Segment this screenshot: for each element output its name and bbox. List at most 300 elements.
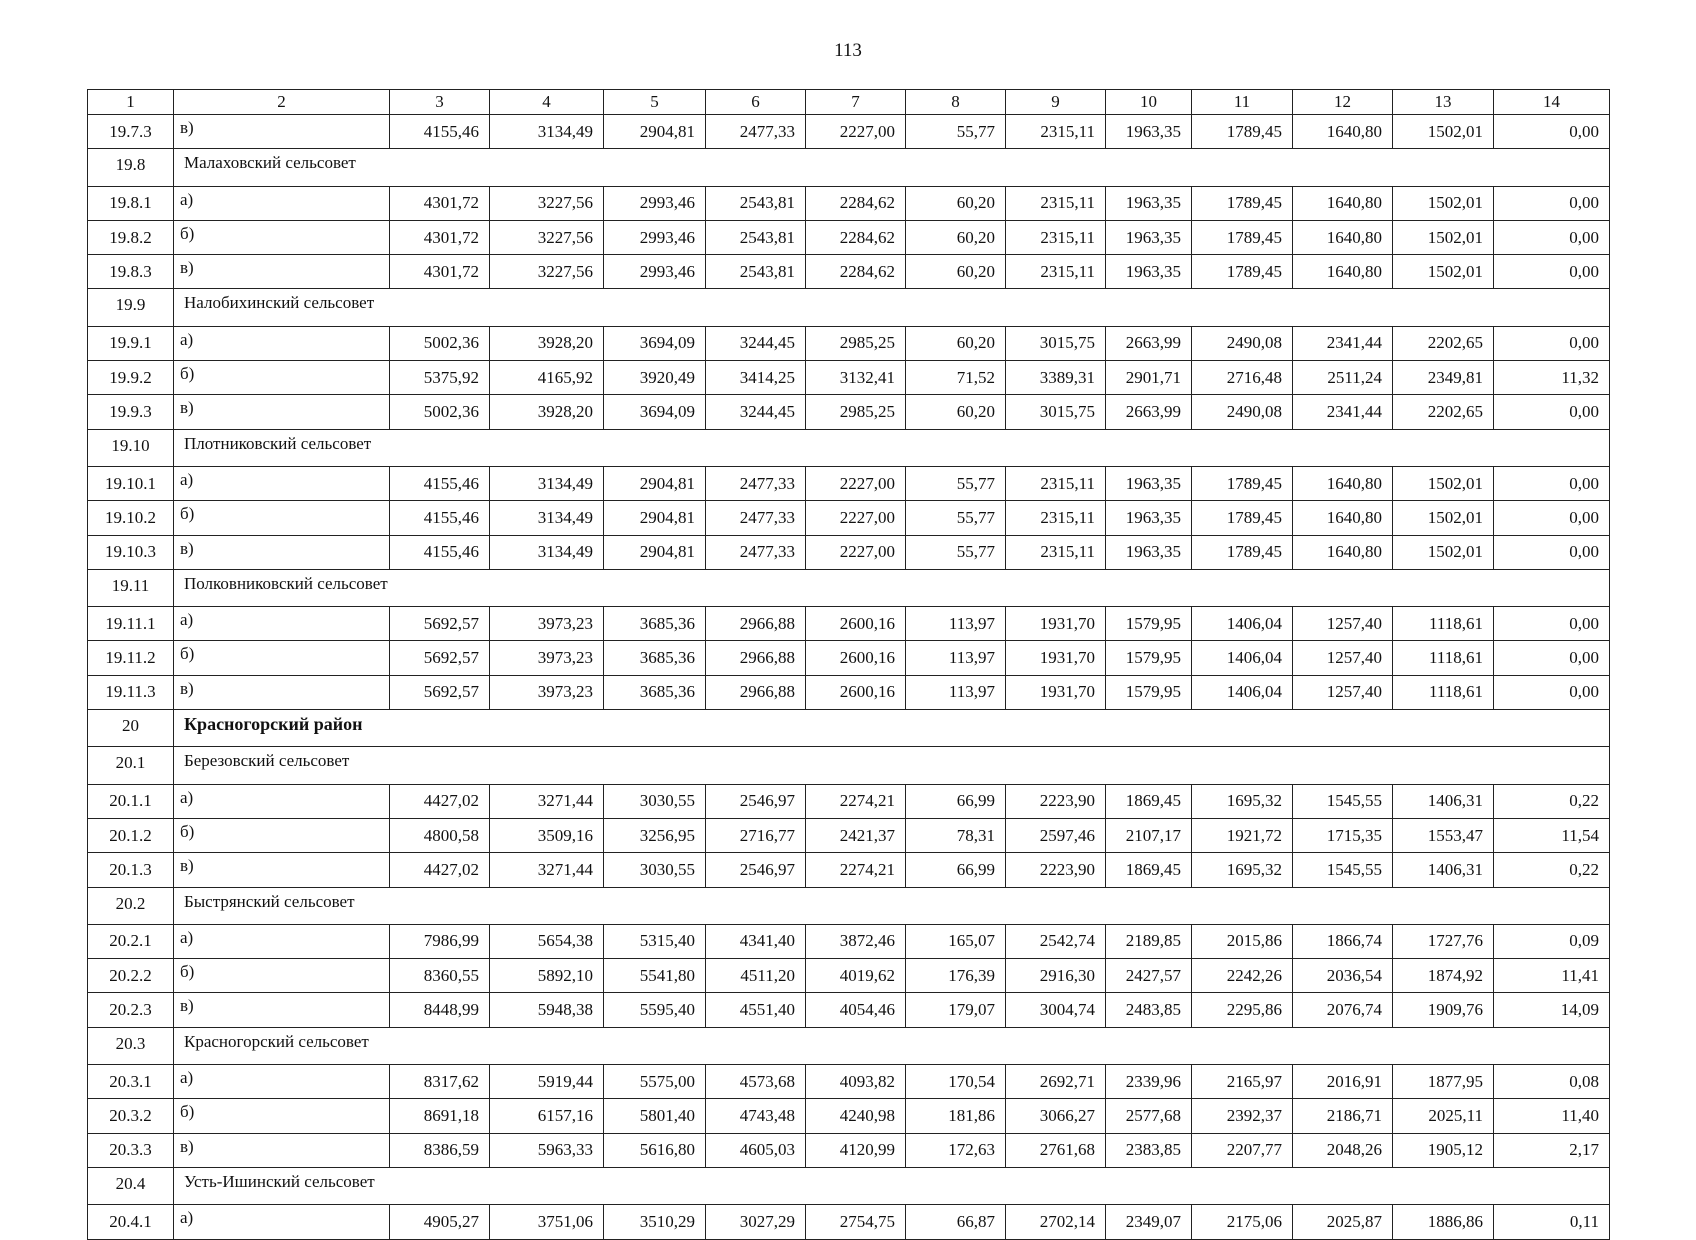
value-cell: 3685,36: [604, 641, 706, 675]
value-cell: 2392,37: [1192, 1099, 1293, 1133]
row-code: 19.8.1: [88, 186, 174, 220]
value-cell: 1695,32: [1192, 853, 1293, 887]
value-cell: 2421,37: [806, 818, 906, 852]
value-cell: 60,20: [906, 220, 1006, 254]
table-row: [88, 186, 1610, 220]
value-cell: 0,09: [1494, 924, 1610, 958]
value-cell: 1640,80: [1293, 186, 1393, 220]
value-cell: 3920,49: [604, 361, 706, 395]
value-cell: 4093,82: [806, 1065, 906, 1099]
value-cell: 1695,32: [1192, 784, 1293, 818]
value-cell: 2543,81: [706, 255, 806, 289]
value-cell: 60,20: [906, 255, 1006, 289]
value-cell: 0,00: [1494, 535, 1610, 569]
column-header: 8: [906, 90, 1006, 115]
table-row: [88, 853, 1610, 887]
value-cell: 11,40: [1494, 1099, 1610, 1133]
row-code: 20.2.1: [88, 924, 174, 958]
value-cell: 1963,35: [1106, 466, 1192, 500]
value-cell: 5654,38: [490, 924, 604, 958]
section-title: Малаховский сельсовет: [174, 149, 1610, 186]
table-row: [88, 641, 1610, 675]
value-cell: 11,41: [1494, 959, 1610, 993]
section-title: Березовский сельсовет: [174, 747, 1610, 784]
value-cell: 3134,49: [490, 466, 604, 500]
value-cell: 5692,57: [390, 641, 490, 675]
value-cell: 2016,91: [1293, 1065, 1393, 1099]
value-cell: 5692,57: [390, 607, 490, 641]
row-label: в): [174, 853, 390, 887]
table-row: [88, 784, 1610, 818]
value-cell: 2,17: [1494, 1133, 1610, 1167]
value-cell: 3244,45: [706, 395, 806, 429]
value-cell: 2025,11: [1393, 1099, 1494, 1133]
value-cell: 0,00: [1494, 326, 1610, 360]
value-cell: 1963,35: [1106, 220, 1192, 254]
value-cell: 1406,04: [1192, 675, 1293, 709]
value-cell: 8360,55: [390, 959, 490, 993]
value-cell: 2339,96: [1106, 1065, 1192, 1099]
value-cell: 3134,49: [490, 535, 604, 569]
value-cell: 1257,40: [1293, 641, 1393, 675]
row-label: а): [174, 466, 390, 500]
value-cell: 0,00: [1494, 115, 1610, 149]
value-cell: 3015,75: [1006, 326, 1106, 360]
value-cell: 5541,80: [604, 959, 706, 993]
value-cell: 2716,48: [1192, 361, 1293, 395]
value-cell: 1640,80: [1293, 501, 1393, 535]
value-cell: 3973,23: [490, 675, 604, 709]
value-cell: 2985,25: [806, 326, 906, 360]
section-title: Налобихинский сельсовет: [174, 289, 1610, 326]
row-code: 20.4: [88, 1167, 174, 1204]
value-cell: 4165,92: [490, 361, 604, 395]
row-label: б): [174, 641, 390, 675]
row-code: 19.8.2: [88, 220, 174, 254]
value-cell: 1406,31: [1393, 784, 1494, 818]
value-cell: 4155,46: [390, 466, 490, 500]
value-cell: 1931,70: [1006, 641, 1106, 675]
row-code: 20.1.1: [88, 784, 174, 818]
value-cell: 2477,33: [706, 115, 806, 149]
value-cell: 3271,44: [490, 853, 604, 887]
value-cell: 2015,86: [1192, 924, 1293, 958]
value-cell: 1257,40: [1293, 607, 1393, 641]
value-cell: 3872,46: [806, 924, 906, 958]
value-cell: 1640,80: [1293, 220, 1393, 254]
value-cell: 2966,88: [706, 607, 806, 641]
value-cell: 2985,25: [806, 395, 906, 429]
value-cell: 2242,26: [1192, 959, 1293, 993]
row-code: 20.3.1: [88, 1065, 174, 1099]
value-cell: 8691,18: [390, 1099, 490, 1133]
row-code: 20.1: [88, 747, 174, 784]
section-row: [88, 887, 1610, 924]
section-title: Усть-Ишинский сельсовет: [174, 1167, 1610, 1204]
value-cell: 3227,56: [490, 220, 604, 254]
value-cell: 2483,85: [1106, 993, 1192, 1027]
value-cell: 1406,31: [1393, 853, 1494, 887]
value-cell: 0,00: [1494, 675, 1610, 709]
value-cell: 4551,40: [706, 993, 806, 1027]
value-cell: 8448,99: [390, 993, 490, 1027]
header-row: [88, 90, 1610, 115]
row-code: 19.9.1: [88, 326, 174, 360]
value-cell: 1545,55: [1293, 853, 1393, 887]
value-cell: 5002,36: [390, 395, 490, 429]
table-row: [88, 395, 1610, 429]
value-cell: 113,97: [906, 641, 1006, 675]
value-cell: 2383,85: [1106, 1133, 1192, 1167]
value-cell: 4605,03: [706, 1133, 806, 1167]
value-cell: 2036,54: [1293, 959, 1393, 993]
value-cell: 5892,10: [490, 959, 604, 993]
value-cell: 55,77: [906, 466, 1006, 500]
page-number: 113: [834, 40, 862, 61]
value-cell: 2600,16: [806, 607, 906, 641]
value-cell: 2025,87: [1293, 1205, 1393, 1239]
value-cell: 4301,72: [390, 255, 490, 289]
value-cell: 2048,26: [1293, 1133, 1393, 1167]
value-cell: 1789,45: [1192, 535, 1293, 569]
value-cell: 1640,80: [1293, 466, 1393, 500]
value-cell: 2274,21: [806, 784, 906, 818]
value-cell: 1553,47: [1393, 818, 1494, 852]
value-cell: 2663,99: [1106, 395, 1192, 429]
row-code: 19.9.3: [88, 395, 174, 429]
value-cell: 2274,21: [806, 853, 906, 887]
row-label: б): [174, 818, 390, 852]
value-cell: 2966,88: [706, 641, 806, 675]
value-cell: 1789,45: [1192, 466, 1293, 500]
value-cell: 2716,77: [706, 818, 806, 852]
column-header: 1: [88, 90, 174, 115]
value-cell: 2546,97: [706, 853, 806, 887]
value-cell: 4240,98: [806, 1099, 906, 1133]
value-cell: 5575,00: [604, 1065, 706, 1099]
value-cell: 1502,01: [1393, 115, 1494, 149]
section-title: Красногорский сельсовет: [174, 1027, 1610, 1064]
value-cell: 2904,81: [604, 115, 706, 149]
value-cell: 3928,20: [490, 395, 604, 429]
section-title: Плотниковский сельсовет: [174, 429, 1610, 466]
value-cell: 170,54: [906, 1065, 1006, 1099]
value-cell: 2315,11: [1006, 220, 1106, 254]
value-cell: 2349,81: [1393, 361, 1494, 395]
value-cell: 1905,12: [1393, 1133, 1494, 1167]
row-label: в): [174, 395, 390, 429]
value-cell: 5315,40: [604, 924, 706, 958]
row-code: 20.3.2: [88, 1099, 174, 1133]
value-cell: 1118,61: [1393, 607, 1494, 641]
value-cell: 2341,44: [1293, 395, 1393, 429]
row-code: 20.2.2: [88, 959, 174, 993]
value-cell: 2315,11: [1006, 255, 1106, 289]
value-cell: 1502,01: [1393, 220, 1494, 254]
table-row: [88, 115, 1610, 149]
value-cell: 1406,04: [1192, 641, 1293, 675]
value-cell: 4743,48: [706, 1099, 806, 1133]
value-cell: 1886,86: [1393, 1205, 1494, 1239]
value-cell: 1502,01: [1393, 501, 1494, 535]
value-cell: 2186,71: [1293, 1099, 1393, 1133]
value-cell: 11,32: [1494, 361, 1610, 395]
value-cell: 1789,45: [1192, 501, 1293, 535]
value-cell: 5002,36: [390, 326, 490, 360]
value-cell: 2223,90: [1006, 853, 1106, 887]
value-cell: 165,07: [906, 924, 1006, 958]
value-cell: 0,22: [1494, 853, 1610, 887]
row-label: а): [174, 186, 390, 220]
value-cell: 1789,45: [1192, 255, 1293, 289]
value-cell: 4301,72: [390, 186, 490, 220]
value-cell: 2901,71: [1106, 361, 1192, 395]
value-cell: 3414,25: [706, 361, 806, 395]
value-cell: 4573,68: [706, 1065, 806, 1099]
column-header: 10: [1106, 90, 1192, 115]
value-cell: 3015,75: [1006, 395, 1106, 429]
row-label: в): [174, 993, 390, 1027]
row-label: а): [174, 1205, 390, 1239]
value-cell: 2490,08: [1192, 395, 1293, 429]
value-cell: 172,63: [906, 1133, 1006, 1167]
value-cell: 4019,62: [806, 959, 906, 993]
row-label: в): [174, 255, 390, 289]
table-row: [88, 818, 1610, 852]
table-row: [88, 1205, 1610, 1239]
value-cell: 2076,74: [1293, 993, 1393, 1027]
value-cell: 4341,40: [706, 924, 806, 958]
row-label: б): [174, 501, 390, 535]
value-cell: 2600,16: [806, 641, 906, 675]
row-code: 19.7.3: [88, 115, 174, 149]
value-cell: 8317,62: [390, 1065, 490, 1099]
row-label: а): [174, 326, 390, 360]
value-cell: 2904,81: [604, 535, 706, 569]
district-title: Красногорский район: [174, 710, 1610, 747]
value-cell: 78,31: [906, 818, 1006, 852]
row-code: 20.1.2: [88, 818, 174, 852]
value-cell: 66,99: [906, 784, 1006, 818]
value-cell: 3751,06: [490, 1205, 604, 1239]
value-cell: 2761,68: [1006, 1133, 1106, 1167]
value-cell: 0,00: [1494, 395, 1610, 429]
row-code: 20.3.3: [88, 1133, 174, 1167]
value-cell: 2202,65: [1393, 326, 1494, 360]
column-header: 6: [706, 90, 806, 115]
value-cell: 2207,77: [1192, 1133, 1293, 1167]
value-cell: 60,20: [906, 186, 1006, 220]
value-cell: 2295,86: [1192, 993, 1293, 1027]
row-label: б): [174, 361, 390, 395]
value-cell: 2477,33: [706, 535, 806, 569]
value-cell: 1789,45: [1192, 186, 1293, 220]
value-cell: 3132,41: [806, 361, 906, 395]
value-cell: 71,52: [906, 361, 1006, 395]
value-cell: 2663,99: [1106, 326, 1192, 360]
column-header: 9: [1006, 90, 1106, 115]
value-cell: 1257,40: [1293, 675, 1393, 709]
column-header: 7: [806, 90, 906, 115]
value-cell: 1963,35: [1106, 535, 1192, 569]
table-row: [88, 607, 1610, 641]
row-code: 19.9: [88, 289, 174, 326]
table-row: [88, 361, 1610, 395]
value-cell: 2477,33: [706, 501, 806, 535]
value-cell: 1579,95: [1106, 675, 1192, 709]
row-code: 19.8: [88, 149, 174, 186]
value-cell: 2993,46: [604, 220, 706, 254]
table-row: [88, 1099, 1610, 1133]
value-cell: 2543,81: [706, 220, 806, 254]
value-cell: 176,39: [906, 959, 1006, 993]
value-cell: 1909,76: [1393, 993, 1494, 1027]
value-cell: 11,54: [1494, 818, 1610, 852]
value-cell: 3973,23: [490, 641, 604, 675]
value-cell: 5692,57: [390, 675, 490, 709]
value-cell: 4301,72: [390, 220, 490, 254]
row-label: б): [174, 1099, 390, 1133]
column-header: 4: [490, 90, 604, 115]
value-cell: 2107,17: [1106, 818, 1192, 852]
section-title: Полковниковский сельсовет: [174, 569, 1610, 606]
value-cell: 0,08: [1494, 1065, 1610, 1099]
value-cell: 2692,71: [1006, 1065, 1106, 1099]
value-cell: 179,07: [906, 993, 1006, 1027]
table-row: [88, 220, 1610, 254]
value-cell: 5963,33: [490, 1133, 604, 1167]
row-code: 19.11.1: [88, 607, 174, 641]
row-code: 19.10: [88, 429, 174, 466]
row-label: б): [174, 220, 390, 254]
value-cell: 4427,02: [390, 853, 490, 887]
value-cell: 2427,57: [1106, 959, 1192, 993]
value-cell: 3066,27: [1006, 1099, 1106, 1133]
value-cell: 1502,01: [1393, 186, 1494, 220]
value-cell: 2189,85: [1106, 924, 1192, 958]
row-label: в): [174, 115, 390, 149]
value-cell: 1715,35: [1293, 818, 1393, 852]
value-cell: 1579,95: [1106, 641, 1192, 675]
value-cell: 3510,29: [604, 1205, 706, 1239]
value-cell: 3030,55: [604, 853, 706, 887]
value-cell: 4054,46: [806, 993, 906, 1027]
value-cell: 2542,74: [1006, 924, 1106, 958]
value-cell: 3928,20: [490, 326, 604, 360]
value-cell: 0,00: [1494, 607, 1610, 641]
table-row: [88, 535, 1610, 569]
value-cell: 8386,59: [390, 1133, 490, 1167]
value-cell: 3694,09: [604, 395, 706, 429]
value-cell: 113,97: [906, 607, 1006, 641]
value-cell: 1931,70: [1006, 607, 1106, 641]
value-cell: 2600,16: [806, 675, 906, 709]
column-header: 13: [1393, 90, 1494, 115]
row-label: а): [174, 1065, 390, 1099]
section-row: [88, 1167, 1610, 1204]
table-row: [88, 924, 1610, 958]
tariff-table: [87, 89, 1610, 1240]
value-cell: 1963,35: [1106, 255, 1192, 289]
value-cell: 4427,02: [390, 784, 490, 818]
value-cell: 4155,46: [390, 535, 490, 569]
value-cell: 66,87: [906, 1205, 1006, 1239]
value-cell: 2227,00: [806, 466, 906, 500]
value-cell: 4800,58: [390, 818, 490, 852]
section-row: [88, 747, 1610, 784]
value-cell: 3973,23: [490, 607, 604, 641]
value-cell: 2284,62: [806, 220, 906, 254]
value-cell: 2315,11: [1006, 501, 1106, 535]
value-cell: 2966,88: [706, 675, 806, 709]
value-cell: 4905,27: [390, 1205, 490, 1239]
value-cell: 2993,46: [604, 186, 706, 220]
row-label: в): [174, 675, 390, 709]
row-code: 19.9.2: [88, 361, 174, 395]
row-code: 20.4.1: [88, 1205, 174, 1239]
value-cell: 2227,00: [806, 501, 906, 535]
value-cell: 1502,01: [1393, 466, 1494, 500]
value-cell: 1869,45: [1106, 853, 1192, 887]
value-cell: 1874,92: [1393, 959, 1494, 993]
column-header: 3: [390, 90, 490, 115]
value-cell: 5801,40: [604, 1099, 706, 1133]
value-cell: 1931,70: [1006, 675, 1106, 709]
row-code: 20.2.3: [88, 993, 174, 1027]
column-header: 5: [604, 90, 706, 115]
row-label: б): [174, 959, 390, 993]
value-cell: 1118,61: [1393, 641, 1494, 675]
value-cell: 60,20: [906, 326, 1006, 360]
value-cell: 1640,80: [1293, 115, 1393, 149]
value-cell: 181,86: [906, 1099, 1006, 1133]
row-code: 19.10.1: [88, 466, 174, 500]
row-code: 19.11: [88, 569, 174, 606]
value-cell: 55,77: [906, 501, 1006, 535]
table-row: [88, 466, 1610, 500]
value-cell: 1963,35: [1106, 501, 1192, 535]
value-cell: 2315,11: [1006, 115, 1106, 149]
value-cell: 2202,65: [1393, 395, 1494, 429]
table-body: [88, 115, 1610, 1240]
column-header: 12: [1293, 90, 1393, 115]
table-row: [88, 255, 1610, 289]
value-cell: 1502,01: [1393, 255, 1494, 289]
value-cell: 1727,76: [1393, 924, 1494, 958]
value-cell: 2284,62: [806, 255, 906, 289]
value-cell: 1877,95: [1393, 1065, 1494, 1099]
table-row: [88, 675, 1610, 709]
table-row: [88, 501, 1610, 535]
value-cell: 3271,44: [490, 784, 604, 818]
value-cell: 0,22: [1494, 784, 1610, 818]
value-cell: 5595,40: [604, 993, 706, 1027]
value-cell: 2904,81: [604, 501, 706, 535]
row-code: 20: [88, 710, 174, 747]
value-cell: 2315,11: [1006, 535, 1106, 569]
value-cell: 1545,55: [1293, 784, 1393, 818]
value-cell: 0,00: [1494, 466, 1610, 500]
section-row: [88, 429, 1610, 466]
section-row: [88, 289, 1610, 326]
district-row: [88, 710, 1610, 747]
value-cell: 2165,97: [1192, 1065, 1293, 1099]
table-row: [88, 959, 1610, 993]
value-cell: 66,99: [906, 853, 1006, 887]
value-cell: 1963,35: [1106, 186, 1192, 220]
value-cell: 3389,31: [1006, 361, 1106, 395]
row-label: а): [174, 924, 390, 958]
